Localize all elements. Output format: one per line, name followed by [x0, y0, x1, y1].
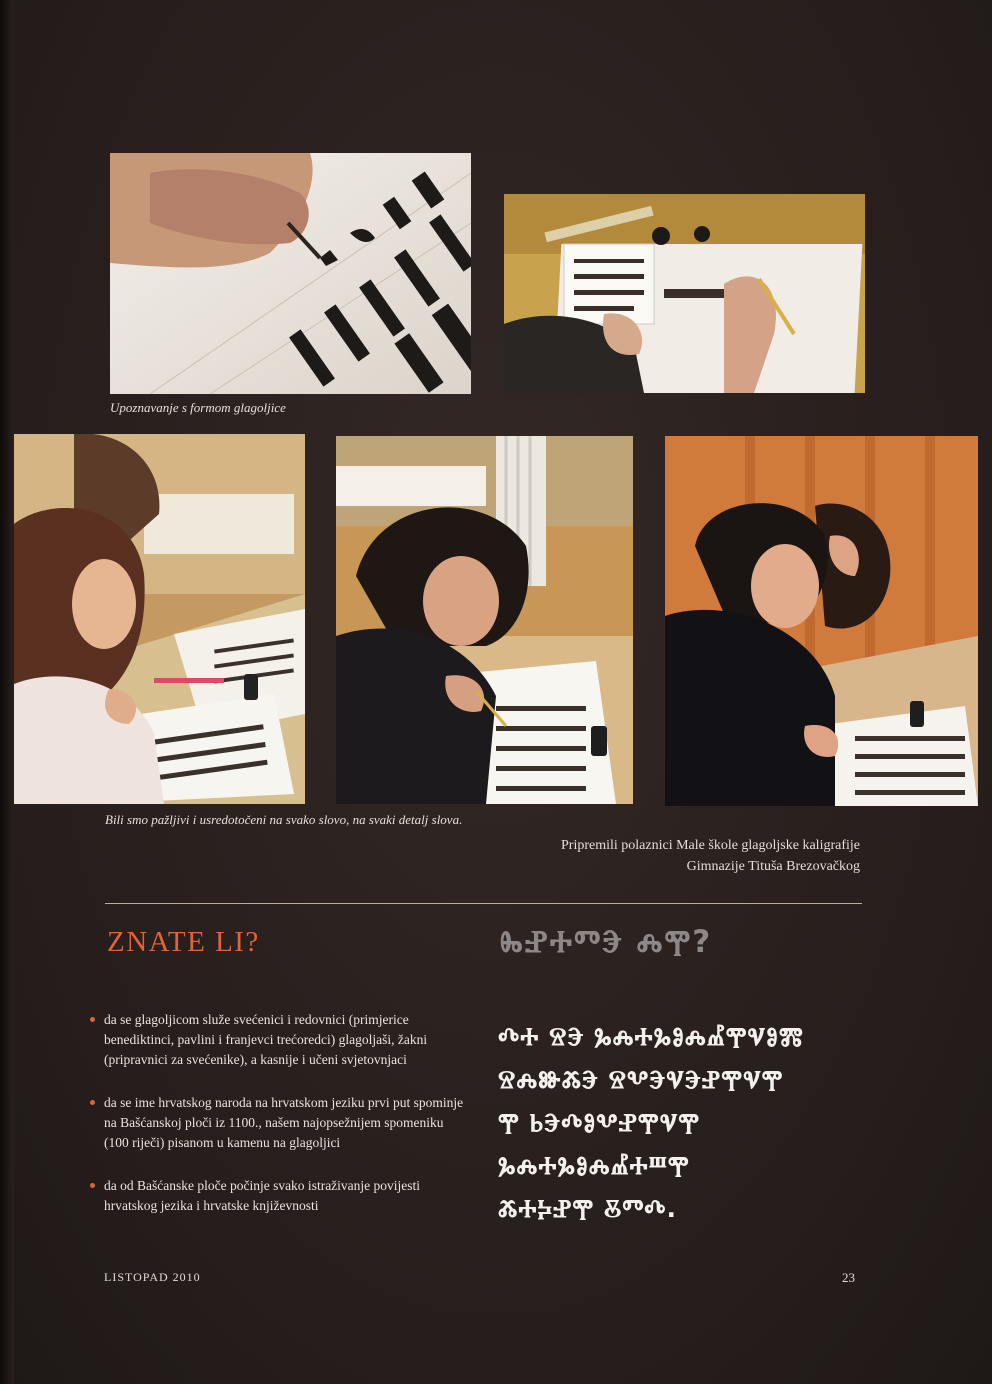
glagolitic-line: ⰃⰎⰀⰃⰑⰎⰌⰀⰞⰉ — [498, 1151, 690, 1180]
znate-li-heading: ZNATE LI? — [107, 926, 260, 958]
photo-student-girl — [14, 434, 305, 804]
credit-line-2: Gimnazije Tituša Brezovačkog — [686, 859, 860, 874]
photo-student-boy — [665, 436, 978, 806]
glagolitic-text-block — [498, 1015, 878, 1230]
list-item: da se glagoljicom služe svećenici i redovnici (primjerice benediktinci, pavlini i franjevci trećoredci) glagoljaši, žakni (pripravnici za svećenike), a kasnije i učeni svjetovnjaci — [90, 1010, 470, 1070]
glagolitic-line: ⰄⰀ ⰔⰅ ⰃⰎⰀⰃⰑⰎⰌⰉⰜⰑⰏ — [498, 1022, 804, 1051]
list-item: da od Bašćanske ploče počinje svako istraživanje povijesti hrvatskog jezika i hrvatske književnosti — [90, 1176, 470, 1216]
glagolitic-line: ⰆⰀⰍⰐⰉ ⰋⰕⰄ. — [498, 1194, 677, 1223]
glagolitic-line: ⰔⰎⰖⰆⰅ ⰔⰂⰅⰜⰅⰐⰉⰜⰉ — [498, 1065, 784, 1094]
page-number: 23 — [842, 1270, 855, 1285]
list-item: da se ime hrvatskog naroda na hrvatskom jeziku prvi put spominje na Bašćanskoj ploči iz 1100., našem najopsežnijem spomeniku (100 riječi) pisanom u kamenu na glagoljici — [90, 1093, 470, 1153]
credit-block — [561, 835, 860, 877]
caption-top: Upoznavanje s formom glagoljice — [110, 400, 286, 415]
caption-bottom: Bili smo pažljivi i usredotočeni na svako slovo, na svaki detalj slova. — [105, 812, 463, 827]
photo-student-writing — [336, 436, 633, 804]
photo-writing-desk — [504, 194, 865, 393]
bullet-icon — [90, 1100, 95, 1105]
glagolitic-line: Ⰹ ⰓⰅⰄⰑⰂⰐⰉⰜⰉ — [498, 1108, 701, 1137]
section-divider — [105, 903, 862, 904]
glagolitic-heading: ⰈⰐⰀⰕⰅ ⰎⰉ? — [500, 924, 713, 960]
bullet-icon — [90, 1017, 95, 1022]
credit-line-1: Pripremili polaznici Male škole glagoljske kaligrafije — [561, 838, 860, 853]
issue-date: LISTOPAD 2010 — [104, 1270, 201, 1284]
page-spine-shadow — [0, 0, 14, 1384]
facts-list — [90, 1010, 470, 1239]
photo-calligraphy-hand — [110, 153, 471, 394]
bullet-icon — [90, 1183, 95, 1188]
